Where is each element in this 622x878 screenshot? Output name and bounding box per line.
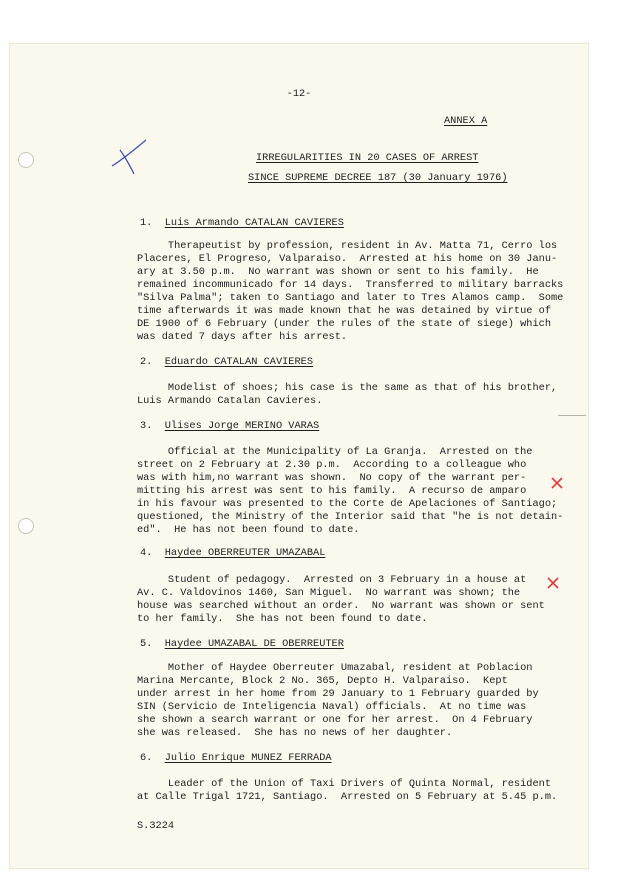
case-2-heading: 2. Eduardo CATALAN CAVIERES — [140, 356, 314, 368]
case-1-heading: 1. Luis Armando CATALAN CAVIERES — [140, 217, 344, 229]
case-6-body: Leader of the Union of Taxi Drivers of Quinta Normal, resident at Calle Trigal 1721, Santiago. Arrested on 5 February at 5.45 p.m. — [137, 778, 558, 803]
case-3-heading: 3. Ulises Jorge MERINO VARAS — [140, 420, 320, 432]
page-number: -12- — [286, 88, 312, 100]
heading-line-2: SINCE SUPREME DECREE 187 (30 January 1976) — [248, 172, 508, 184]
punch-hole — [18, 518, 34, 534]
pen-cross-mark-icon — [108, 136, 150, 176]
case-4-body: Student of pedagogy. Arrested on 3 February in a house at Av. C. Valdovinos 1460, San Miguel. No warrant was shown; the house was searched without an order. No warrant was shown or sent to her family. She has not been found to date. — [137, 574, 545, 625]
heading-line-1: IRREGULARITIES IN 20 CASES OF ARREST — [256, 152, 479, 164]
case-3-body: Official at the Municipality of La Granja. Arrested on the street on 2 February at 2.30 p.m. According to a colleague who was with him,no warrant was shown. No copy of the warrant per- mitting his arrest was sent to his family. A recurso de amparo in his favour was presented to the Corte de Apelaciones of Santiago; questioned, the Ministry of the Interior said that "he is not detain- ed". He has not been found to date. — [137, 446, 564, 536]
scan-line — [558, 415, 586, 416]
punch-hole — [18, 152, 34, 168]
document-reference: S.3224 — [137, 820, 175, 832]
annex-label: ANNEX A — [444, 115, 488, 127]
case-2-body: Modelist of shoes; his case is the same as that of his brother, Luis Armando Catalan Cavieres. — [137, 382, 558, 407]
case-5-body: Mother of Haydee Oberreuter Umazabal, resident at Poblacion Marina Mercante, Block 2 No. 365, Depto H. Valparaiso. Kept under arrest in her home from 29 January to 1 February guarded by SIN (Servicio de Inteligencia Naval) officials. At no time was she shown a search warrant or one for her arrest. On 4 February she was released. She has no news of her daughter. — [137, 662, 539, 739]
case-6-heading: 6. Julio Enrique MUNEZ FERRADA — [140, 752, 332, 764]
document-page — [10, 44, 588, 868]
red-cross-mark-icon — [546, 576, 560, 590]
case-5-heading: 5. Haydee UMAZABAL DE OBERREUTER — [140, 638, 344, 650]
case-1-body: Therapeutist by profession, resident in Av. Matta 71, Cerro los Placeres, El Progreso, Valparaiso. Arrested at his home on 30 Janu- ary at 3.50 p.m. No warrant was shown or sent to his family. He remained incommunicado for 14 days. Transferred to military barracks "Silva Palma"; taken to Santiago and later to Tres Alamos camp. Some time afterwards it was made known that he was detained by virtue of DE 1900 of 6 February (under the rules of the state of siege) which was dated 7 days after his arrest. — [137, 240, 564, 343]
case-4-heading: 4. Haydee OBERREUTER UMAZABAL — [140, 547, 326, 559]
